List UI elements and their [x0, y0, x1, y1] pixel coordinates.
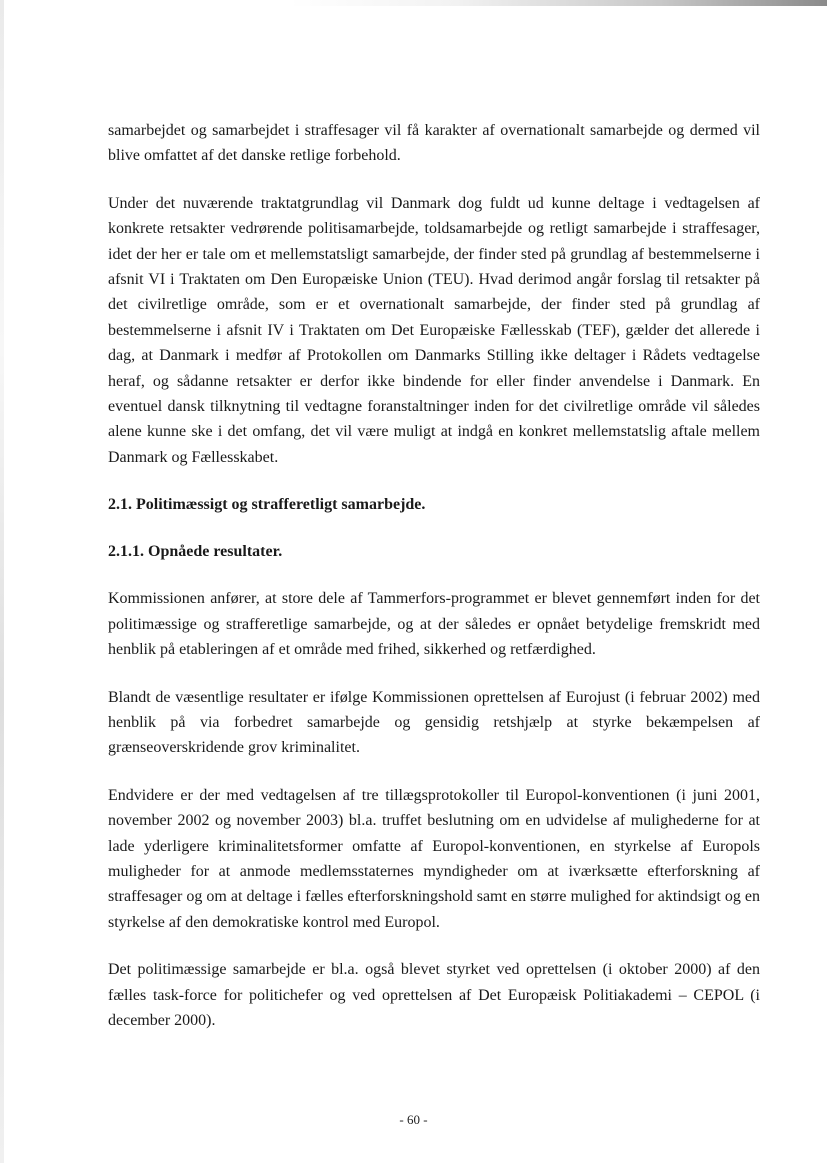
section-heading: 2.1. Politimæssigt og strafferetligt samarbejde.	[108, 496, 426, 514]
paragraph-5: Endvidere er der med vedtagelsen af tre tillægsprotokoller til Europol-konventionen (i juni 2001, november 2002 og november 2003) bl.a. truffet beslutning om en udvidelse af mulighederne for at lade yderligere kriminalitetsformer omfatte af Europol-konventionen, en styrkelse af Europols muligheder for at anmode medlemsstaternes myndigheder om at iværksætte efterforskning af straffesager og om at deltage i fælles efterforskningshold samt en større mulighed for aktindsigt og en styrkelse af den demokratiske kontrol med Europol.	[108, 786, 760, 931]
scan-edge-left	[0, 0, 4, 1163]
page-number: - 60 -	[399, 1112, 428, 1127]
paragraph-6: Det politimæssige samarbejde er bl.a. også blevet styrket ved oprettelsen (i oktober 2000) af den fælles task-force for politichefer og ved oprettelsen af Det Europæisk Politiakademi – CEPOL (i december 2000).	[108, 961, 760, 1029]
paragraph-2: Under det nuværende traktatgrundlag vil Danmark dog fuldt ud kunne deltage i vedtagelsen af konkrete retsakter vedrørende politisamarbejde, toldsamarbejde og retligt samarbejde i straffesager, idet der her er tale om et mellemstatsligt samarbejde, der finder sted på grundlag af bestemmelserne i afsnit VI i Traktaten om Den Europæiske Union (TEU). Hvad derimod angår forslag til retsakter på det civilretlige område, som er et overnationalt samarbejde, der finder sted på grundlag af bestemmelserne i afsnit IV i Traktaten om Det Europæiske Fællesskab (TEF), gælder det allerede i dag, at Danmark i medfør af Protokollen om Danmarks Stilling ikke deltager i Rådets vedtagelse heraf, og sådanne retsakter er derfor ikke bindende for eller finder anvendelse i Danmark. En eventuel dansk tilknytning til vedtagne foranstaltninger inden for det civilretlige område vil således alene kunne ske i det omfang, det vil være muligt at indgå en konkret mellemstatslig aftale mellem Danmark og Fællesskabet.	[108, 194, 760, 466]
paragraph-3: Kommissionen anfører, at store dele af Tammerfors-programmet er blevet gennemført inden for det politimæssige og strafferetlige samarbejde, og at der således er opnået betydelige fremskridt med henblik på etableringen af et område med frihed, sikkerhed og retfærdighed.	[108, 590, 760, 659]
paragraph-1: samarbejdet og samarbejdet i straffesager vil få karakter af overnationalt samarbejde og dermed vil blive omfattet af det danske retlige forbehold.	[108, 122, 760, 165]
paragraph-4: Blandt de væsentlige resultater er ifølge Kommissionen oprettelsen af Eurojust (i februar 2002) med henblik på via forbedret samarbejde og gensidig retshjælp at styrke bekæmpelsen af grænseoverskridende grov kriminalitet.	[108, 688, 760, 757]
subsection-heading: 2.1.1. Opnåede resultater.	[108, 543, 283, 561]
document-page	[108, 118, 760, 1033]
scan-edge-top	[0, 0, 827, 6]
